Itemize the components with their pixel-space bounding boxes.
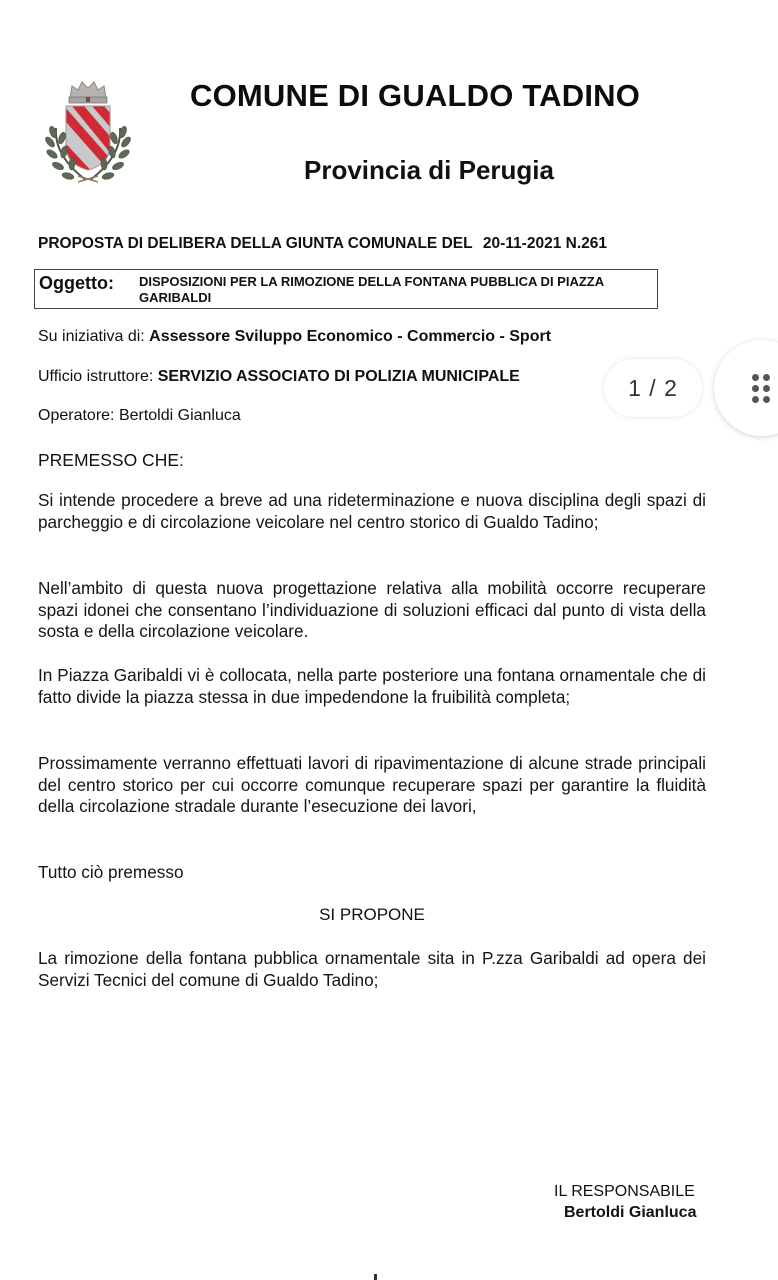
proposal-date: 20-11-2021 [482,235,562,252]
initiative-line [38,328,551,346]
initiative-value: Assessore Sviluppo Economico - Commercio - Sport [149,328,552,345]
proposal-label: PROPOSTA DI DELIBERA DELLA GIUNTA COMUNALE DEL [38,235,473,252]
municipality-title: COMUNE DI GUALDO TADINO [190,78,641,113]
operator-line [38,407,241,425]
proposal-paragraph: La rimozione della fontana pubblica ornamentale sita in P.zza Garibaldi ad opera dei Servizi Tecnici del comune di Gualdo Tadino; [38,948,706,990]
signature-name: Bertoldi Gianluca [564,1204,697,1221]
grid-dots-icon [752,374,772,404]
subject-label: Oggetto: [39,273,114,293]
coat-of-arms-icon [42,76,134,192]
initiative-label: Su iniziativa di: [38,328,145,345]
province-subtitle: Provincia di Perugia [304,155,554,185]
office-line [38,368,520,386]
paragraph: Nell’ambito di questa nuova progettazione relativa alla mobilità occorre recuperare spazi idonei che consentano l’individuazione di soluzioni efficaci dal punto di vista della sosta e della circolazione veicolare. [38,578,706,641]
signature-role: IL RESPONSABILE [554,1183,695,1200]
office-value: SERVIZIO ASSOCIATO DI POLIZIA MUNICIPALE [157,368,520,385]
operator-value: Bertoldi Gianluca [118,407,241,424]
si-propone-heading: SI PROPONE [319,905,425,924]
proposal-heading [38,235,607,253]
subject-box [34,269,658,309]
subject-text: DISPOSIZIONI PER LA RIMOZIONE DELLA FONTANA PUBBLICA DI PIAZZA GARIBALDI [139,274,604,305]
premesso-heading: PREMESSO CHE: [38,450,184,470]
paragraph: Si intende procedere a breve ad una rideterminazione e nuova disciplina degli spazi di parcheggio e di circolazione veicolare nel centro storico di Gualdo Tadino; [38,490,706,532]
tutto-premesso: Tutto ciò premesso [38,862,184,882]
paragraph: In Piazza Garibaldi vi è collocata, nella parte posteriore una fontana ornamentale che di fatto divide la piazza stessa in due impedendone la fruibilità completa; [38,665,706,707]
page-counter[interactable]: 1 / 2 [604,359,702,417]
operator-label: Operatore: [38,407,115,424]
proposal-number: N.261 [565,235,608,252]
page-artifact [374,1274,377,1280]
office-label: Ufficio istruttore: [38,368,154,385]
paragraph: Prossimamente verranno effettuati lavori di ripavimentazione di alcune strade principali del centro storico per cui occorre comunque recuperare spazi per garantire la fluidità della circolazione stradale durante l’esecuzione dei lavori, [38,753,706,816]
